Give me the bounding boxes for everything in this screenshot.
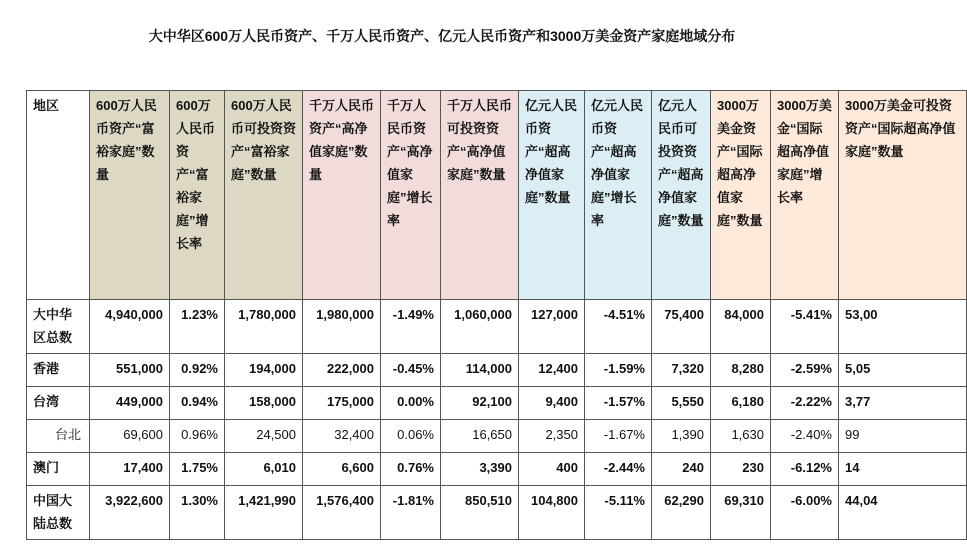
table-cell: 6,010 <box>225 453 303 486</box>
table-cell: 449,000 <box>90 387 170 420</box>
table-cell: 0.92% <box>170 354 225 387</box>
header-cell: 亿元人民币可投资资产“超高净值家庭”数量 <box>652 91 711 300</box>
table-cell: 3,390 <box>441 453 519 486</box>
table-cell: 9,400 <box>519 387 585 420</box>
table-cell: -6.12% <box>771 453 839 486</box>
table-cell: 1,780,000 <box>225 300 303 354</box>
table-cell: -5.41% <box>771 300 839 354</box>
table-cell: 1.30% <box>170 486 225 540</box>
table-cell: 230 <box>711 453 771 486</box>
table-cell: 1.23% <box>170 300 225 354</box>
table-row <box>27 420 967 453</box>
table-cell: -0.45% <box>381 354 441 387</box>
header-cell: 3000万美金可投资资产“国际超高净值家庭”数量 <box>839 91 967 300</box>
table-row <box>27 300 967 354</box>
table-cell: -2.40% <box>771 420 839 453</box>
header-cell: 千万人民币资产“高净值家庭”数量 <box>303 91 381 300</box>
table-cell: -1.57% <box>585 387 652 420</box>
row-region: 香港 <box>27 354 90 387</box>
header-cell: 千万人民币可投资资产“高净值家庭”数量 <box>441 91 519 300</box>
table-cell: 14 <box>839 453 967 486</box>
header-cell: 600万人民币资产“富裕家庭”增长率 <box>170 91 225 300</box>
row-region: 中国大陆总数 <box>27 486 90 540</box>
table-row <box>27 453 967 486</box>
table-cell: -1.67% <box>585 420 652 453</box>
table-cell: 5,05 <box>839 354 967 387</box>
table-cell: 16,650 <box>441 420 519 453</box>
table-cell: -1.49% <box>381 300 441 354</box>
table-cell: 0.76% <box>381 453 441 486</box>
table-cell: 4,940,000 <box>90 300 170 354</box>
table-cell: 92,100 <box>441 387 519 420</box>
table-cell: -5.11% <box>585 486 652 540</box>
header-cell: 亿元人民币资产“超高净值家庭”增长率 <box>585 91 652 300</box>
row-region: 澳门 <box>27 453 90 486</box>
table-cell: -2.44% <box>585 453 652 486</box>
table-cell: 104,800 <box>519 486 585 540</box>
table-cell: 7,320 <box>652 354 711 387</box>
table-cell: 194,000 <box>225 354 303 387</box>
table-cell: 0.00% <box>381 387 441 420</box>
table-cell: 62,290 <box>652 486 711 540</box>
table-row <box>27 387 967 420</box>
table-cell: -1.59% <box>585 354 652 387</box>
table-cell: 1,980,000 <box>303 300 381 354</box>
table-cell: 127,000 <box>519 300 585 354</box>
table-cell: -6.00% <box>771 486 839 540</box>
table-cell: 5,550 <box>652 387 711 420</box>
table-cell: 24,500 <box>225 420 303 453</box>
table-cell: 0.96% <box>170 420 225 453</box>
table-cell: -2.59% <box>771 354 839 387</box>
table-cell: 8,280 <box>711 354 771 387</box>
table-cell: 175,000 <box>303 387 381 420</box>
table-cell: 99 <box>839 420 967 453</box>
row-region: 台湾 <box>27 387 90 420</box>
table-cell: 400 <box>519 453 585 486</box>
table-cell: 1,630 <box>711 420 771 453</box>
table-cell: 75,400 <box>652 300 711 354</box>
table-cell: 158,000 <box>225 387 303 420</box>
header-cell: 千万人民币资产“高净值家庭”增长率 <box>381 91 441 300</box>
header-cell: 600万人民币可投资资产“富裕家庭”数量 <box>225 91 303 300</box>
table-cell: 1,421,990 <box>225 486 303 540</box>
table-cell: 1,390 <box>652 420 711 453</box>
row-region: 台北 <box>27 420 90 453</box>
table-cell: 3,77 <box>839 387 967 420</box>
header-region: 地区 <box>27 91 90 300</box>
table-cell: -2.22% <box>771 387 839 420</box>
table-cell: 32,400 <box>303 420 381 453</box>
table-cell: 2,350 <box>519 420 585 453</box>
table-cell: 3,922,600 <box>90 486 170 540</box>
table-cell: 53,00 <box>839 300 967 354</box>
table-row <box>27 486 967 540</box>
table-cell: -1.81% <box>381 486 441 540</box>
table-cell: 551,000 <box>90 354 170 387</box>
table-cell: 17,400 <box>90 453 170 486</box>
table-cell: 1.75% <box>170 453 225 486</box>
table-cell: -4.51% <box>585 300 652 354</box>
table-cell: 0.06% <box>381 420 441 453</box>
table-cell: 69,310 <box>711 486 771 540</box>
table-cell: 6,180 <box>711 387 771 420</box>
table-cell: 12,400 <box>519 354 585 387</box>
table-cell: 850,510 <box>441 486 519 540</box>
table-row <box>27 354 967 387</box>
table-cell: 44,04 <box>839 486 967 540</box>
table-cell: 222,000 <box>303 354 381 387</box>
header-row <box>27 91 967 300</box>
table-cell: 6,600 <box>303 453 381 486</box>
row-region: 大中华区总数 <box>27 300 90 354</box>
table-cell: 84,000 <box>711 300 771 354</box>
wealth-distribution-table <box>26 90 967 540</box>
table-cell: 114,000 <box>441 354 519 387</box>
table-cell: 0.94% <box>170 387 225 420</box>
table-cell: 1,060,000 <box>441 300 519 354</box>
header-cell: 亿元人民币资产“超高净值家庭”数量 <box>519 91 585 300</box>
table-cell: 69,600 <box>90 420 170 453</box>
header-cell: 3000万美金资产“国际超高净值家庭”数量 <box>711 91 771 300</box>
header-cell: 600万人民币资产“富裕家庭”数量 <box>90 91 170 300</box>
table-cell: 240 <box>652 453 711 486</box>
page-title: 大中华区600万人民币资产、千万人民币资产、亿元人民币资产和3000万美金资产家庭地域分布 <box>148 28 736 44</box>
table-cell: 1,576,400 <box>303 486 381 540</box>
header-cell: 3000万美金“国际超高净值家庭”增长率 <box>771 91 839 300</box>
